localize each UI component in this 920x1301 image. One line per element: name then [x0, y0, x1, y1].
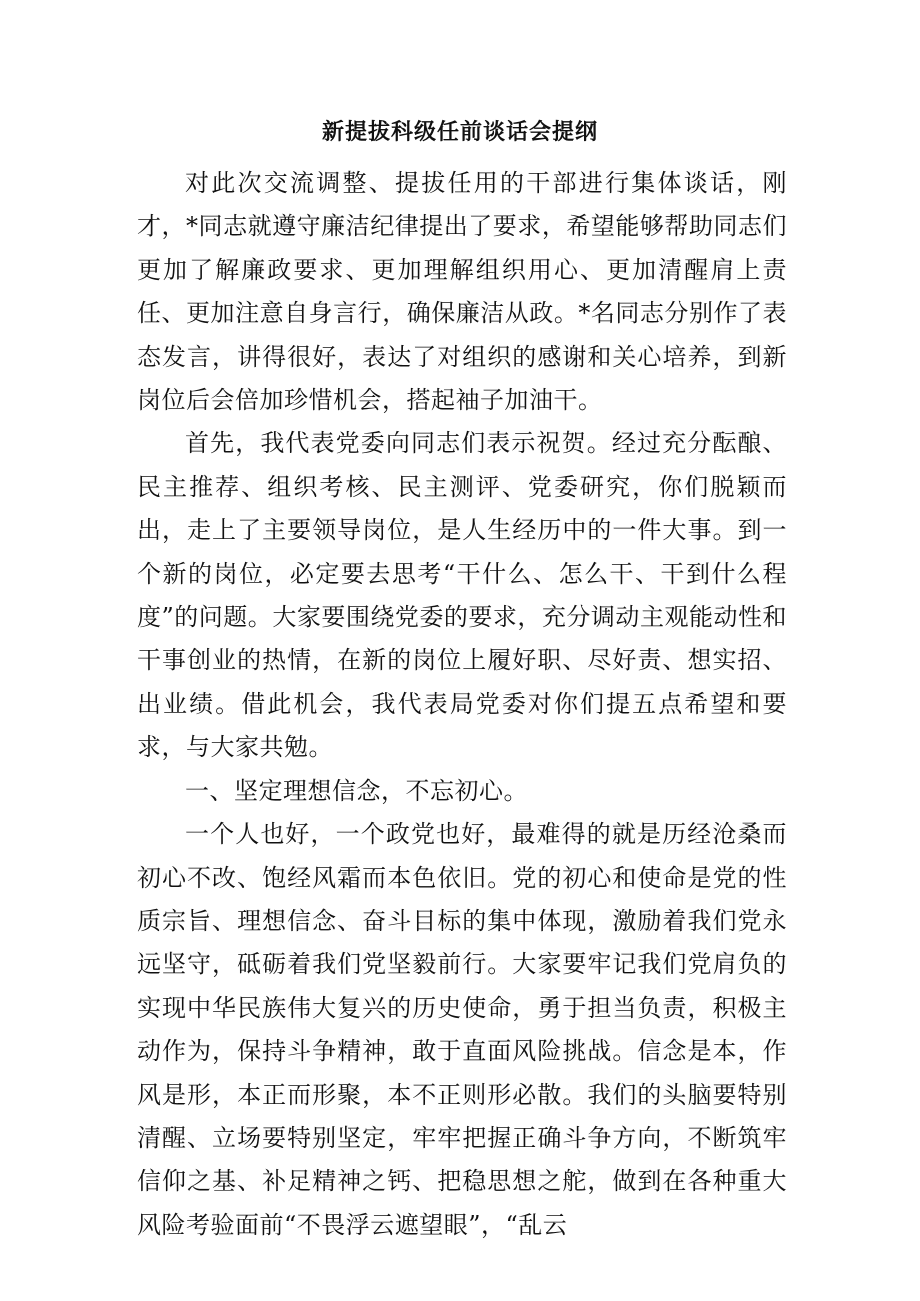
document-body [137, 162, 787, 1247]
paragraph-intro: 对此次交流调整、提拔任用的干部进行集体谈话，刚才，*同志就遵守廉洁纪律提出了要求，希望能够帮助同志们更加了解廉政要求、更加理解组织用心、更加清醒肩上责任、更加注意自身言行，确保廉洁从政。*名同志分别作了表态发言，讲得很好，表达了对组织的感谢和关心培养，到新岗位后会倍加珍惜机会，搭起袖子加油干。 [137, 169, 787, 415]
section-heading-1: 一、坚定理想信念，不忘初心。 [185, 776, 528, 805]
paragraph-section-1: 一个人也好，一个政党也好，最难得的就是历经沧桑而初心不改、饱经风霜而本色依旧。党的初心和使命是党的性质宗旨、理想信念、奋斗目标的集中体现，激励着我们党永远坚守，砥砺着我们党坚毅前行。大家要牢记我们党肩负的实现中华民族伟大复兴的历史使命，勇于担当负责，积极主动作为，保持斗争精神，敢于直面风险挑战。信念是本，作风是形，本正而形聚，本不正则形必散。我们的头脑要特别清醒、立场要特别坚定，牢牢把握正确斗争方向，不断筑牢信仰之基、补足精神之钙、把稳思想之舵，做到在各种重大风险考验面前“不畏浮云遮望眼”，“乱云 [137, 820, 787, 1239]
document-title: 新提拔科级任前谈话会提纲 [321, 119, 598, 145]
paragraph-congratulations: 首先，我代表党委向同志们表示祝贺。经过充分酝酿、民主推荐、组织考核、民主测评、党委研究，你们脱颖而出，走上了主要领导岗位，是人生经历中的一件大事。到一个新的岗位，必定要去思考“干什么、怎么干、干到什么程度”的问题。大家要围绕党委的要求，充分调动主观能动性和干事创业的热情，在新的岗位上履好职、尽好责、想实招、出业绩。借此机会，我代表局党委对你们提五点希望和要求，与大家共勉。 [137, 429, 787, 762]
